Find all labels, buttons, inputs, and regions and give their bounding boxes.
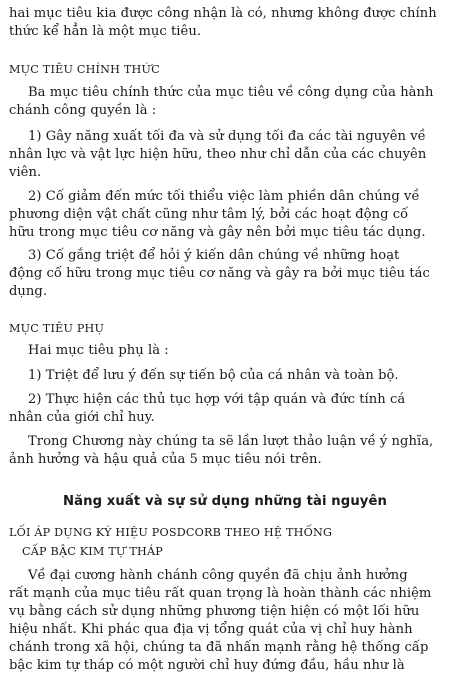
goal-item-line: 3) Cố gắng triệt để hỏi ý kiến dân chúng về những hoạt	[28, 248, 400, 263]
text-line: thức kể hẳn là một mục tiêu.	[9, 24, 202, 39]
official-goals-heading: MỤC TIÊU CHÍNH THỨC	[9, 63, 160, 76]
goal-item-line: 2) Thực hiện các thủ tục hợp với tập quán và đức tính cá	[28, 392, 406, 407]
text-line: vụ bằng cách sử dụng những phương tiện hiện có một lối hữu	[9, 604, 420, 619]
text-line: chánh công quyền là :	[9, 103, 157, 118]
goal-item-line: 1) Triệt để lưu ý đến sự tiến bộ của cá nhân và toàn bộ.	[28, 368, 399, 383]
section-subheading: LỐI ÁP DỤNG KÝ HIỆU POSDCORB THEO HỆ THỐNG	[9, 526, 333, 539]
text-line: Ba mục tiêu chính thức của mục tiêu về công dụng của hành	[28, 85, 434, 100]
goal-item-line: phương diện vật chất cũng như tâm lý, bởi các hoạt động cố	[9, 207, 409, 222]
goal-item-line: dụng.	[9, 284, 48, 299]
text-line: rất mạnh của mục tiêu rất quan trọng là hoàn thành các nhiệm	[9, 586, 432, 601]
goal-item-line: viên.	[9, 165, 42, 180]
text-line: Hai mục tiêu phụ là :	[28, 343, 169, 358]
section-subheading: CẤP BẬC KIM TỰ THÁP	[22, 545, 163, 558]
text-line: chánh trong xã hội, chúng ta đã nhấn mạnh rằng hệ thống cấp	[9, 640, 429, 655]
section-title: Năng xuất và sự sử dụng những tài nguyên	[62, 494, 388, 509]
goal-item-line: hữu trong mục tiêu cơ năng và gây nên bởi mục tiêu tác dụng.	[9, 225, 426, 240]
text-line: Trong Chương này chúng ta sẽ lần lượt thảo luận về ý nghĩa,	[28, 434, 434, 449]
text-line: hiệu nhất. Khi phác qua địa vị tổng quát của vị chỉ huy hành	[9, 622, 413, 637]
text-line: ảnh hưởng và hậu quả của 5 mục tiêu nói trên.	[9, 452, 322, 467]
secondary-goals-heading: MỤC TIÊU PHỤ	[9, 322, 105, 335]
goal-item-line: nhân của giới chỉ huy.	[9, 410, 155, 425]
goal-item-line: động cố hữu trong mục tiêu cơ năng và gây ra bởi mục tiêu tác	[9, 266, 430, 281]
goal-item-line: 1) Gây năng xuất tối đa và sử dụng tối đa các tài nguyên về	[28, 129, 426, 144]
text-line: Về đại cương hành chánh công quyền đã chịu ảnh hưởng	[28, 568, 408, 583]
text-line: hai mục tiêu kia được công nhận là có, nhưng không được chính	[9, 6, 437, 21]
goal-item-line: nhân lực và vật lực hiện hữu, theo như chỉ dẫn của các chuyên	[9, 147, 427, 162]
text-line: bậc kim tự tháp có một người chỉ huy đứng đầu, hầu như là	[9, 658, 405, 673]
goal-item-line: 2) Cố giảm đến mức tối thiểu việc làm phiền dân chúng về	[28, 189, 420, 204]
